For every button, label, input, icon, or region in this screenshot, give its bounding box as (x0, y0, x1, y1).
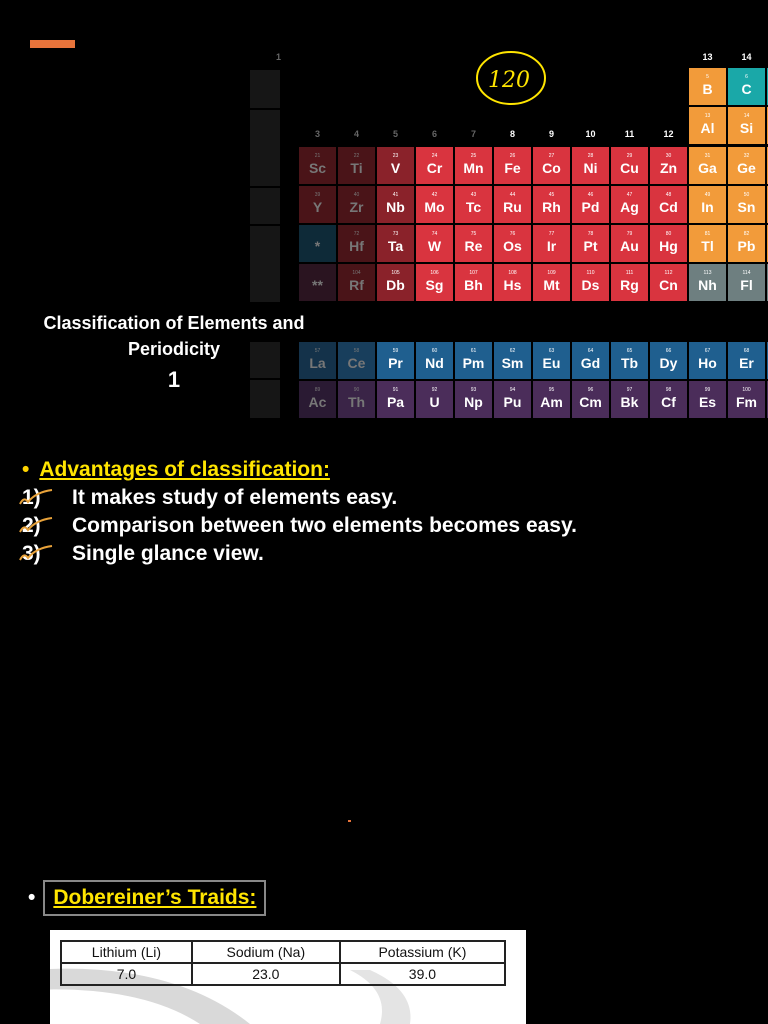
group-label: 4 (353, 129, 360, 139)
atomic-number: 27 (548, 153, 555, 159)
dimmed-cell (250, 148, 280, 186)
atomic-number: 81 (704, 231, 711, 237)
table-cell: 39.0 (340, 963, 505, 985)
atomic-number: 109 (547, 270, 556, 276)
group-label: 9 (548, 129, 555, 139)
element-symbol: Au (620, 238, 639, 254)
dimmed-cell (250, 264, 280, 302)
element-symbol: Cn (659, 277, 678, 293)
element-symbol: Sm (501, 355, 524, 371)
group-label: 12 (663, 129, 674, 139)
atomic-number: 5 (706, 74, 709, 80)
element-symbol: Hs (503, 277, 522, 293)
atomic-number: 39 (314, 192, 321, 198)
element-symbol: Ds (581, 277, 600, 293)
atomic-number: 41 (392, 192, 399, 198)
atomic-number: 99 (704, 387, 711, 393)
atomic-number: 23 (392, 153, 399, 159)
atomic-number: 77 (548, 231, 555, 237)
group-label: 7 (470, 129, 477, 139)
element-symbol: Pt (583, 238, 598, 254)
atomic-number: 42 (431, 192, 438, 198)
atomic-number: 58 (353, 348, 360, 354)
element-symbol: Th (347, 394, 366, 410)
element-symbol: Sg (425, 277, 444, 293)
element-symbol: Mn (463, 160, 484, 176)
atomic-number: 32 (743, 153, 750, 159)
atomic-number: 98 (665, 387, 672, 393)
element-symbol: Ce (347, 355, 366, 371)
atomic-number: 93 (470, 387, 477, 393)
atomic-number: 79 (626, 231, 633, 237)
element-symbol: Nh (698, 277, 717, 293)
atomic-number: 25 (470, 153, 477, 159)
list-item (22, 540, 577, 568)
element-symbol: La (309, 355, 326, 371)
element-symbol: Bk (620, 394, 639, 410)
atomic-number: 61 (470, 348, 477, 354)
bullet-icon: • (22, 458, 30, 481)
element-symbol: In (701, 199, 714, 215)
atomic-number: 97 (626, 387, 633, 393)
element-symbol: B (702, 81, 713, 97)
group-label: 13 (702, 52, 713, 62)
element-symbol: Rg (620, 277, 639, 293)
atomic-number: 64 (587, 348, 594, 354)
element-symbol: Sc (308, 160, 327, 176)
table-header-cell: Sodium (Na) (192, 941, 340, 963)
element-symbol: Ir (546, 238, 557, 254)
stray-mark (348, 820, 351, 822)
atomic-number: 80 (665, 231, 672, 237)
element-symbol: Nb (386, 199, 405, 215)
atomic-number: 111 (625, 270, 634, 276)
atomic-number: 14 (743, 113, 750, 119)
bullet-icon: • (28, 886, 36, 909)
element-symbol: Cr (426, 160, 443, 176)
atomic-number: 6 (745, 74, 748, 80)
triad-table-image (50, 930, 526, 1024)
advantages-heading (22, 456, 577, 484)
atomic-number: 43 (470, 192, 477, 198)
element-symbol: Dy (659, 355, 678, 371)
dobereiner-heading: Dobereiner’s Traids: (53, 886, 257, 909)
atomic-number: 46 (587, 192, 594, 198)
element-symbol: Db (386, 277, 405, 293)
element-symbol: Y (312, 199, 323, 215)
title-line-1: Classification of Elements and (43, 313, 305, 333)
atomic-number: 73 (392, 231, 399, 237)
element-symbol: Bh (464, 277, 483, 293)
atomic-number: 13 (704, 113, 711, 119)
element-symbol: Ac (308, 394, 327, 410)
element-symbol: Si (739, 120, 754, 136)
atomic-number: 72 (353, 231, 360, 237)
element-symbol: Ho (698, 355, 717, 371)
atomic-number: 105 (391, 270, 400, 276)
atomic-number: 114 (742, 270, 751, 276)
element-symbol: Er (739, 355, 754, 371)
atomic-number: 89 (314, 387, 321, 393)
element-symbol: Gd (580, 355, 601, 371)
title-line-2: Periodicity (127, 339, 221, 359)
atomic-number: 95 (548, 387, 555, 393)
group-label: 10 (585, 129, 596, 139)
element-symbol: Cm (579, 394, 602, 410)
element-symbol: Ag (620, 199, 639, 215)
atomic-number: 74 (431, 231, 438, 237)
list-item (22, 484, 577, 512)
atomic-number: 65 (626, 348, 633, 354)
element-symbol: Am (540, 394, 563, 410)
table-header-cell: Lithium (Li) (61, 941, 192, 963)
element-symbol: Pr (388, 355, 403, 371)
element-symbol: Fl (740, 277, 753, 293)
dobereiner-section (28, 880, 266, 916)
element-symbol: Mo (424, 199, 445, 215)
atomic-number: 44 (509, 192, 516, 198)
atomic-number: 48 (665, 192, 672, 198)
lecture-number: 1 (167, 367, 181, 392)
atomic-number: 67 (704, 348, 711, 354)
dimmed-cell (250, 226, 280, 264)
group-label: 14 (741, 52, 752, 62)
atomic-number: 110 (586, 270, 595, 276)
item-text: Single glance view. (72, 542, 264, 565)
dimmed-cell (250, 70, 280, 108)
item-text: Comparison between two elements becomes easy. (72, 514, 577, 537)
atomic-number: 47 (626, 192, 633, 198)
group-label: 8 (509, 129, 516, 139)
table-cell: 7.0 (61, 963, 192, 985)
table-row (61, 963, 505, 985)
atomic-number: 45 (548, 192, 555, 198)
element-symbol: Pm (462, 355, 485, 371)
element-symbol: Tc (465, 199, 482, 215)
tick-mark-icon (16, 516, 56, 538)
element-symbol: * (314, 238, 321, 254)
atomic-number: 57 (314, 348, 321, 354)
table-cell: 23.0 (192, 963, 340, 985)
atomic-number: 63 (548, 348, 555, 354)
atomic-number: 92 (431, 387, 438, 393)
element-symbol: Rf (349, 277, 364, 293)
element-symbol: ** (312, 277, 323, 293)
group-label: 11 (624, 129, 635, 139)
table-row (61, 941, 505, 963)
atomic-number: 50 (743, 192, 750, 198)
atomic-number: 26 (509, 153, 516, 159)
atomic-number: 68 (743, 348, 750, 354)
element-symbol: Tl (701, 238, 714, 254)
element-symbol: Ge (737, 160, 756, 176)
element-symbol: Hg (659, 238, 678, 254)
element-symbol: Mt (543, 277, 560, 293)
atomic-number: 60 (431, 348, 438, 354)
element-symbol: Ga (698, 160, 717, 176)
item-number: 3) (22, 542, 41, 565)
atomic-number: 94 (509, 387, 516, 393)
list-item (22, 512, 577, 540)
atomic-number: 28 (587, 153, 594, 159)
triad-table (60, 940, 506, 986)
atomic-number: 100 (742, 387, 751, 393)
item-number: 1) (22, 486, 41, 509)
atomic-number: 40 (353, 192, 360, 198)
advantages-list (22, 484, 577, 568)
dobereiner-heading-box (43, 880, 266, 916)
atomic-number: 31 (704, 153, 711, 159)
element-symbol: Pu (503, 394, 522, 410)
item-text: It makes study of elements easy. (72, 486, 398, 509)
element-symbol: Zn (659, 160, 678, 176)
group-label: 1 (275, 52, 282, 62)
element-symbol: Eu (542, 355, 561, 371)
element-symbol: Zr (349, 199, 364, 215)
atomic-number: 30 (665, 153, 672, 159)
atomic-number: 75 (470, 231, 477, 237)
atomic-number: 106 (430, 270, 439, 276)
atomic-number: 112 (664, 270, 673, 276)
atomic-number: 113 (703, 270, 712, 276)
element-symbol: Cf (661, 394, 676, 410)
tick-mark-icon (16, 488, 56, 510)
advantages-section (22, 456, 577, 568)
group-label: 6 (431, 129, 438, 139)
element-symbol: Fe (504, 160, 521, 176)
atomic-number: 96 (587, 387, 594, 393)
atomic-number: 24 (431, 153, 438, 159)
atomic-number: 76 (509, 231, 516, 237)
element-symbol: Np (464, 394, 483, 410)
element-symbol: Hf (349, 238, 364, 254)
atomic-number: 29 (626, 153, 633, 159)
atomic-number: 66 (665, 348, 672, 354)
element-symbol: Cu (620, 160, 639, 176)
advantages-heading-text: Advantages of classification: (39, 458, 330, 481)
element-symbol: Al (700, 120, 715, 136)
atomic-number: 91 (392, 387, 399, 393)
group-label: 5 (392, 129, 399, 139)
element-symbol: Pa (386, 394, 405, 410)
atomic-number: 21 (314, 153, 321, 159)
atomic-number: 49 (704, 192, 711, 198)
element-symbol: Fm (736, 394, 757, 410)
atomic-number: 107 (469, 270, 478, 276)
dimmed-cell (250, 188, 280, 224)
element-symbol: U (429, 394, 440, 410)
element-symbol: Ru (503, 199, 522, 215)
dimmed-cell (250, 110, 280, 148)
atomic-number: 82 (743, 231, 750, 237)
tick-mark-icon (16, 544, 56, 566)
element-symbol: Es (698, 394, 717, 410)
item-number: 2) (22, 514, 41, 537)
element-symbol: Ta (387, 238, 404, 254)
atomic-number: 104 (352, 270, 361, 276)
atomic-number: 90 (353, 387, 360, 393)
element-symbol: Co (542, 160, 561, 176)
element-symbol: W (427, 238, 442, 254)
atomic-number: 78 (587, 231, 594, 237)
element-symbol: Re (464, 238, 483, 254)
atomic-number: 22 (353, 153, 360, 159)
atomic-number: 62 (509, 348, 516, 354)
element-symbol: Nd (425, 355, 444, 371)
element-symbol: V (390, 160, 401, 176)
element-symbol: Tb (620, 355, 639, 371)
element-symbol: Cd (659, 199, 678, 215)
title-block (0, 310, 348, 396)
atomic-number: 59 (392, 348, 399, 354)
element-symbol: Os (503, 238, 522, 254)
group-label: 3 (314, 129, 321, 139)
atomic-number: 108 (508, 270, 517, 276)
element-symbol: Pb (737, 238, 756, 254)
table-header-cell: Potassium (K) (340, 941, 505, 963)
circled-number: 120 (488, 68, 530, 93)
element-symbol: Pd (581, 199, 600, 215)
element-symbol: Sn (737, 199, 756, 215)
element-symbol: C (741, 81, 752, 97)
element-symbol: Ni (583, 160, 598, 176)
element-symbol: Rh (542, 199, 561, 215)
element-symbol: Ti (350, 160, 363, 176)
